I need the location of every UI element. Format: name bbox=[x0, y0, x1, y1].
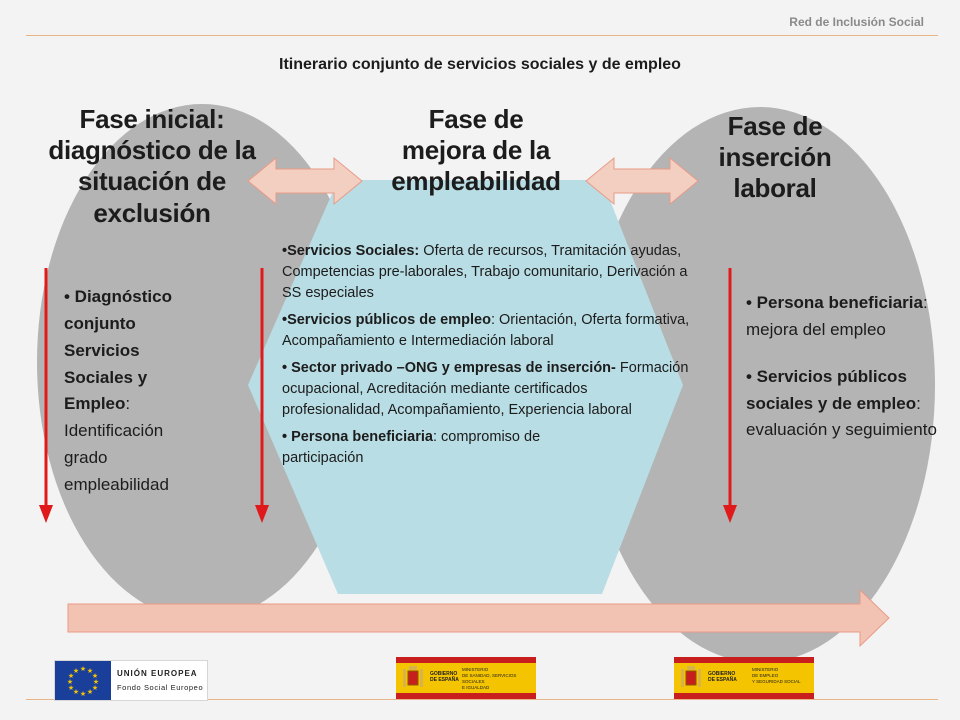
svg-text:★: ★ bbox=[67, 672, 75, 680]
coat-of-arms-icon bbox=[678, 665, 704, 691]
list-item: • Servicios públicos sociales y de empleo: evaluación y seguimiento bbox=[746, 366, 937, 440]
eu-flag-icon bbox=[55, 661, 111, 700]
ministry-employment-logo bbox=[674, 657, 814, 699]
gov-label: GOBIERNO bbox=[430, 671, 458, 677]
svg-text:★: ★ bbox=[86, 688, 94, 696]
left-phase-description bbox=[64, 284, 202, 499]
gov-label: GOBIERNO bbox=[708, 671, 736, 677]
eu-fund-label: Fondo Social Europeo bbox=[117, 683, 204, 692]
eu-label: UNIÓN EUROPEA bbox=[117, 669, 198, 678]
middle-phase-description bbox=[282, 241, 692, 475]
gov-label-2: DE ESPAÑA bbox=[708, 677, 737, 683]
right-phase-title: Fase de inserción laboral bbox=[718, 111, 832, 204]
ministry-name-line: Y SEGURIDAD SOCIAL bbox=[752, 679, 801, 684]
gov-label-2: DE ESPAÑA bbox=[430, 677, 459, 683]
svg-text:★: ★ bbox=[72, 688, 80, 696]
list-item: • Sector privado –ONG y empresas de inserción- Formación ocupacional, Acreditación mediante certificados profesionalidad, Acompañamiento, Experiencia laboral bbox=[282, 360, 689, 419]
middle-phase-title: Fase de mejora de la empleabilidad bbox=[391, 104, 561, 197]
left-phase-title: Fase inicial: diagnóstico de la situación de exclusión bbox=[48, 104, 256, 228]
list-item: •Servicios públicos de empleo: Orientación, Oferta formativa, Acompañamiento e Intermediación laboral bbox=[282, 312, 690, 350]
svg-text:★: ★ bbox=[86, 667, 94, 675]
svg-text:★: ★ bbox=[66, 678, 74, 686]
left-bullet-bold: • Diagnóstico conjunto Servicios Sociales y Empleo bbox=[64, 287, 172, 414]
ministry-name-line: MINISTERIO bbox=[462, 667, 489, 672]
svg-text:★: ★ bbox=[92, 678, 100, 686]
coat-of-arms-icon bbox=[400, 665, 426, 691]
svg-text:★: ★ bbox=[67, 684, 75, 692]
svg-text:★: ★ bbox=[79, 690, 87, 698]
left-bullet-text: : Identificación grado empleabilidad bbox=[64, 394, 169, 495]
ministry-name-line: DE EMPLEO bbox=[752, 673, 779, 678]
list-item: • Persona beneficiaria: compromiso de participación bbox=[282, 429, 541, 467]
svg-text:★: ★ bbox=[72, 667, 80, 675]
right-phase-description bbox=[746, 290, 942, 444]
svg-text:★: ★ bbox=[79, 665, 87, 673]
ministry-name-line: MINISTERIO bbox=[752, 667, 779, 672]
brand-label: Red de Inclusión Social bbox=[789, 15, 924, 29]
ministry-health-logo bbox=[396, 657, 536, 699]
eu-logo bbox=[54, 660, 208, 701]
page-title: Itinerario conjunto de servicios sociales y de empleo bbox=[279, 56, 681, 73]
svg-text:★: ★ bbox=[91, 672, 99, 680]
ministry-name-line: E IGUALDAD bbox=[462, 685, 490, 690]
list-item: • Persona beneficiaria: mejora del empleo bbox=[746, 293, 928, 339]
ministry-name-line: DE SANIDAD, SERVICIOS SOCIALES bbox=[462, 673, 517, 684]
svg-text:★: ★ bbox=[91, 684, 99, 692]
list-item: •Servicios Sociales: Oferta de recursos, Tramitación ayudas, Competencias pre-laborales, Trabajo comunitario, Derivación a SS especiales bbox=[282, 243, 688, 302]
